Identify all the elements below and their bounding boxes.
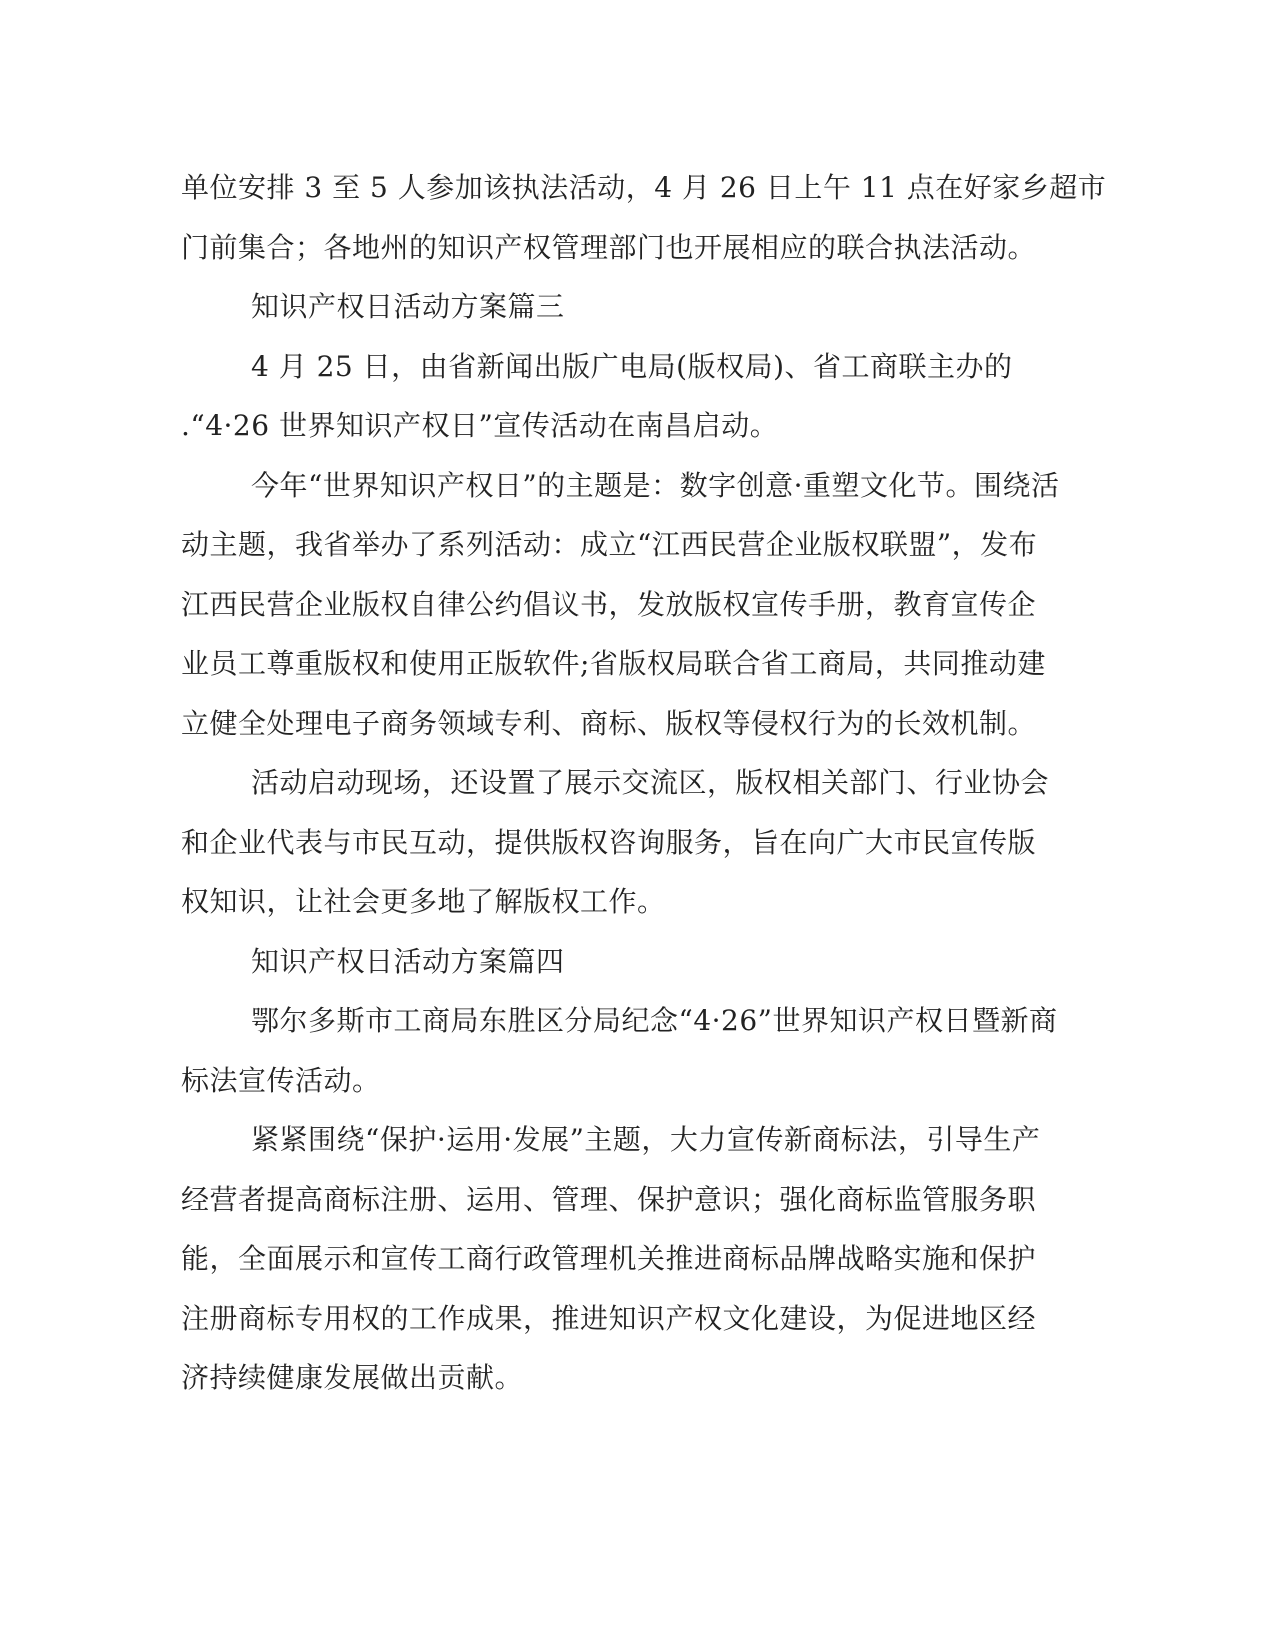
paragraph-line: 经营者提高商标注册、运用、管理、保护意识；强化商标监管服务职 [181,1182,1037,1216]
paragraph-line: 注册商标专用权的工作成果，推进知识产权文化建设，为促进地区经 [181,1301,1037,1335]
paragraph-line: 济持续健康发展做出贡献。 [181,1361,524,1394]
paragraph-line: 能，全面展示和宣传工商行政管理机关推进商标品牌战略实施和保护 [181,1242,1037,1275]
paragraph-line: 今年“世界知识产权日”的主题是：数字创意·重塑文化节。围绕活 [251,468,1060,502]
paragraph-line: 紧紧围绕“保护·运用·发展”主题，大力宣传新商标法，引导生产 [251,1123,1041,1156]
paragraph-line: 单位安排 3 至 5 人参加该执法活动，4 月 26 日上午 11 点在好家乡超市 [181,171,1107,204]
paragraph-line: 权知识，让社会更多地了解版权工作。 [181,885,666,918]
paragraph-line: 标法宣传活动。 [181,1063,381,1097]
paragraph-line: .“4·26 世界知识产权日”宣传活动在南昌启动。 [181,409,779,442]
paragraph-line: 活动启动现场，还设置了展示交流区，版权相关部门、行业协会 [251,766,1050,799]
paragraph-line: 和企业代表与市民互动，提供版权咨询服务，旨在向广大市民宣传版 [181,825,1037,859]
paragraph-line: 鄂尔多斯市工商局东胜区分局纪念“4·26”世界知识产权日暨新商 [251,1004,1058,1037]
paragraph-line: 江西民营企业版权自律公约倡议书，发放版权宣传手册，教育宣传企 [181,587,1037,621]
section-heading: 知识产权日活动方案篇三 [251,290,565,323]
paragraph-line: 4 月 25 日，由省新闻出版广电局(版权局)、省工商联主办的 [251,349,1013,383]
paragraph-line: 动主题，我省举办了系列活动：成立“江西民营企业版权联盟”，发布 [181,528,1038,561]
paragraph-line: 门前集合；各地州的知识产权管理部门也开展相应的联合执法活动。 [181,230,1037,264]
document-body [181,158,1107,1408]
paragraph-line: 业员工尊重版权和使用正版软件;省版权局联合省工商局，共同推动建 [181,647,1046,680]
paragraph-line: 立健全处理电子商务领域专利、商标、版权等侵权行为的长效机制。 [181,706,1037,740]
section-heading: 知识产权日活动方案篇四 [251,944,565,978]
